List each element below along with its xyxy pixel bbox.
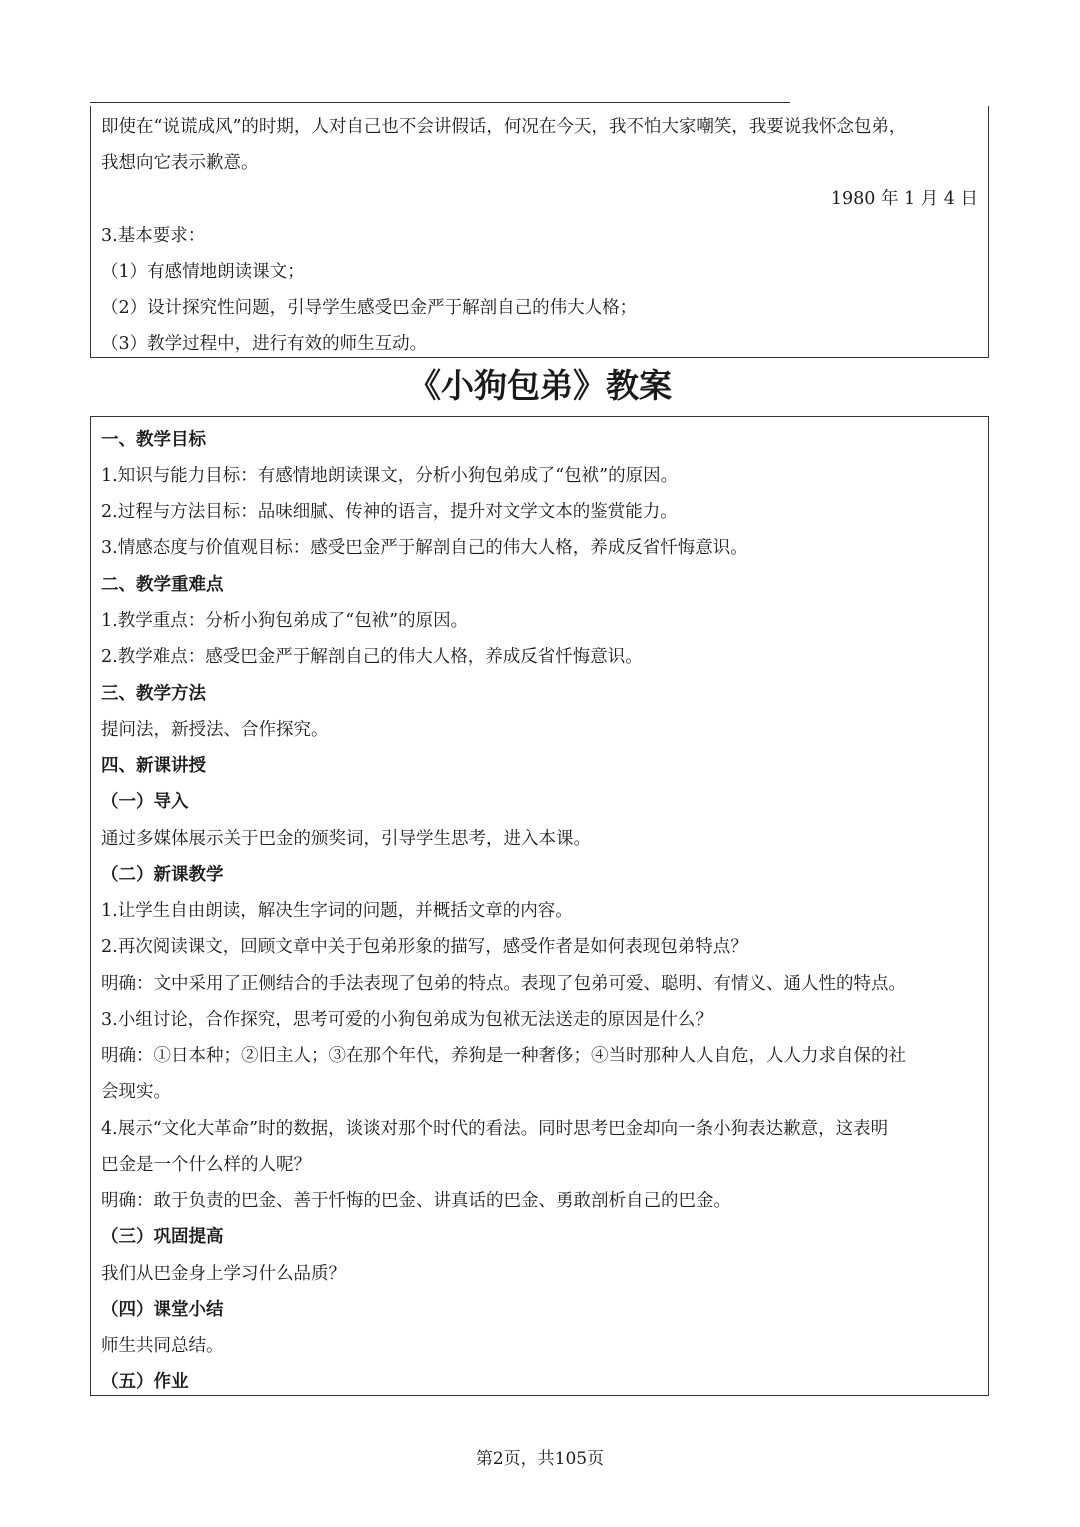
text-line: 1.知识与能力目标：有感情地朗读课文，分析小狗包弟成了“包袱”的原因。 — [101, 466, 679, 486]
text-line: 明确：①日本种；②旧主人；③在那个年代，养狗是一种奢侈；④当时那种人人自危，人人力求自保的社 — [101, 1046, 906, 1066]
paragraph-line: 即使在“说谎成风”的时期，人对自己也不会讲假话，何况在今天，我不怕大家嘲笑，我要说我怀念包弟， — [101, 117, 907, 137]
text-line: 巴金是一个什么样的人呢？ — [101, 1155, 311, 1175]
requirements-heading: 3.基本要求： — [101, 226, 206, 246]
text-line: 3.小组讨论，合作探究，思考可爱的小狗包弟成为包袱无法送走的原因是什么？ — [101, 1010, 713, 1030]
section-heading: 三、教学方法 — [101, 684, 206, 704]
section-heading: 四、新课讲授 — [101, 756, 206, 776]
previous-content-box — [90, 106, 989, 358]
subsection-heading: （五）作业 — [101, 1372, 189, 1392]
section-heading: 一、教学目标 — [101, 430, 206, 450]
text-line: 2.过程与方法目标：品味细腻、传神的语言，提升对文学文本的鉴赏能力。 — [101, 502, 678, 522]
text-line: 会现实。 — [101, 1082, 171, 1102]
subsection-heading: （一）导入 — [101, 792, 189, 812]
text-line: 我们从巴金身上学习什么品质？ — [101, 1264, 346, 1284]
requirement-item: （3）教学过程中，进行有效的师生互动。 — [101, 334, 428, 354]
text-line: 通过多媒体展示关于巴金的颁奖词，引导学生思考，进入本课。 — [101, 829, 591, 849]
document-title: 《小狗包弟》教案 — [408, 366, 672, 405]
paragraph-line: 我想向它表示歉意。 — [101, 153, 259, 173]
text-line: 1.让学生自由朗读，解决生字词的问题，并概括文章的内容。 — [101, 901, 573, 921]
section-heading: 二、教学重难点 — [101, 575, 224, 595]
top-rule — [90, 102, 790, 103]
subsection-heading: （二）新课教学 — [101, 865, 224, 885]
text-line: 提问法，新授法、合作探究。 — [101, 720, 329, 740]
text-line: 师生共同总结。 — [101, 1336, 224, 1356]
subsection-heading: （三）巩固提高 — [101, 1227, 224, 1247]
subsection-heading: （四）课堂小结 — [101, 1300, 224, 1320]
lesson-plan-box — [90, 416, 989, 1396]
requirement-item: （1）有感情地朗读课文； — [101, 262, 305, 282]
text-line: 3.情感态度与价值观目标：感受巴金严于解剖自己的伟大人格，养成反省忏悔意识。 — [101, 538, 748, 558]
text-line: 1.教学重点：分析小狗包弟成了“包袱”的原因。 — [101, 611, 469, 631]
text-line: 2.再次阅读课文，回顾文章中关于包弟形象的描写，感受作者是如何表现包弟特点？ — [101, 937, 748, 957]
requirement-item: （2）设计探究性问题，引导学生感受巴金严于解剖自己的伟大人格； — [101, 298, 638, 318]
text-line: 4.展示“文化大革命”时的数据，谈谈对那个时代的看法。同时思考巴金却向一条小狗表达歉意，这表明 — [101, 1119, 889, 1139]
text-line: 明确：文中采用了正侧结合的手法表现了包弟的特点。表现了包弟可爱、聪明、有情义、通人性的特点。 — [101, 974, 906, 994]
date-line: 1980 年 1 月 4 日 — [830, 189, 978, 209]
text-line: 2.教学难点：感受巴金严于解剖自己的伟大人格，养成反省忏悔意识。 — [101, 647, 643, 667]
page-number: 第2页，共105页 — [475, 1449, 605, 1469]
text-line: 明确：敢于负责的巴金、善于忏悔的巴金、讲真话的巴金、勇敢剖析自己的巴金。 — [101, 1191, 731, 1211]
